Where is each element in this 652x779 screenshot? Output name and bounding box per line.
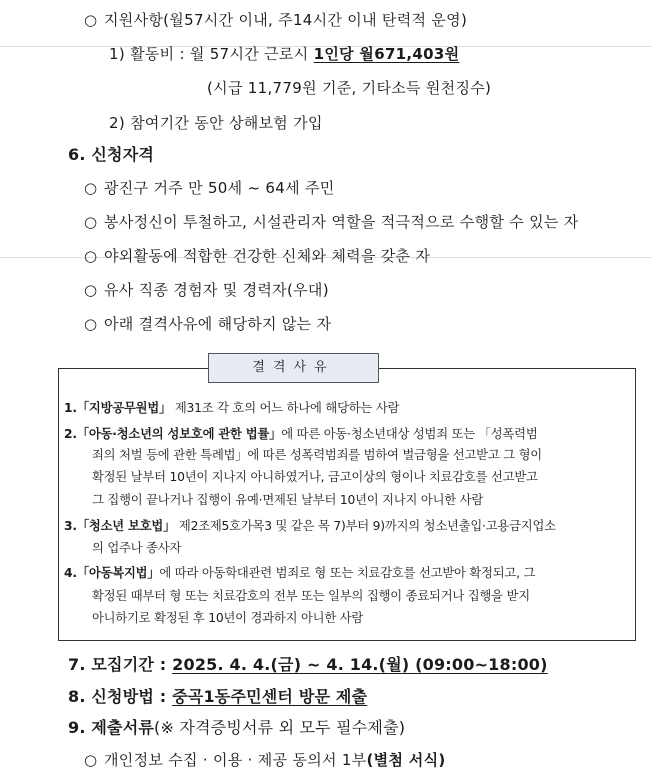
activity-fee-amount: 1인당 월671,403원 — [313, 45, 460, 63]
eligibility-item — [84, 283, 329, 298]
document-item — [84, 753, 446, 768]
law-name: 3.「청소년 보호법」 — [64, 519, 176, 533]
eligibility-item-text: 야외활동에 적합한 건강한 신체와 체력을 갖춘 자 — [104, 247, 431, 265]
disqualification-text: 제31조 각 호의 어느 하나에 해당하는 사람 — [171, 401, 400, 415]
disqualification-text: 확정된 때부터 형 또는 치료감호의 전부 또는 일부의 집행이 종료되거나 집행을 받지 — [92, 589, 530, 603]
activity-fee-note: (시급 11,779원 기준, 기타소득 원천징수) — [207, 79, 492, 97]
document-item-text: 개인정보 수집 · 이용 · 제공 동의서 1부 — [104, 751, 367, 769]
required-documents-note: (※ 자격증빙서류 외 모두 필수제출) — [154, 718, 406, 737]
eligibility-item — [84, 215, 579, 230]
eligibility-item-text: 아래 결격사유에 해당하지 않는 자 — [104, 315, 332, 333]
disqualification-text: 죄의 처벌 등에 관한 특례법」에 따른 성폭력범죄를 범하여 벌금형을 선고받고 그 형이 — [92, 448, 542, 462]
eligibility-item — [84, 317, 331, 332]
circle-bullet-icon: ○ — [84, 179, 98, 197]
required-documents — [68, 720, 405, 736]
disqualification-text: 확정된 날부터 10년이 지나지 아니하였거나, 금고이상의 형이나 치료감호를 선고받고 — [92, 470, 538, 484]
required-documents-label: 9. 제출서류 — [68, 718, 155, 737]
recruitment-period — [68, 657, 548, 673]
disqualification-text: 아니하기로 확정된 후 10년이 경과하지 아니한 사람 — [92, 611, 364, 625]
eligibility-item — [84, 249, 430, 264]
support-item-text: 지원사항(월57시간 이내, 주14시간 이내 탄력적 운영) — [104, 11, 468, 29]
application-method-value: 중곡1동주민센터 방문 제출 — [172, 687, 368, 706]
circle-bullet-icon: ○ — [84, 247, 98, 265]
disqualification-title: 결격사유 — [208, 353, 379, 383]
eligibility-item — [84, 181, 335, 196]
eligibility-heading: 6. 신청자격 — [68, 145, 155, 164]
disqualification-text: 제2조제5호가목3 및 같은 목 7)부터 9)까지의 청소년출입·고용금지업소 — [175, 519, 556, 533]
disqualification-text: 그 집행이 끝나거나 집행이 유예·면제된 날부터 10년이 지나지 아니한 사람 — [92, 493, 484, 507]
recruitment-period-value: 2025. 4. 4.(금) ~ 4. 14.(월) (09:00~18:00) — [172, 655, 548, 674]
disqualification-text: 에 따른 아동·청소년대상 성범죄 또는 「성폭력범 — [281, 427, 538, 441]
disqualification-item-1 — [64, 402, 399, 414]
activity-fee-label: 1) 활동비 : 월 57시간 근로시 — [109, 45, 309, 63]
circle-bullet-icon: ○ — [84, 11, 98, 29]
insurance-line: 2) 참여기간 동안 상해보험 가입 — [109, 114, 323, 132]
disqualification-item-3 — [64, 520, 556, 532]
law-name: 2.「아동·청소년의 성보호에 관한 법률」 — [64, 427, 282, 441]
disqualification-text: 에 따라 아동학대관련 범죄로 형 또는 치료감호를 선고받아 확정되고, 그 — [159, 566, 536, 580]
application-method — [68, 689, 367, 705]
law-name: 1.「지방공무원법」 — [64, 401, 172, 415]
disqualification-item-2 — [64, 428, 538, 440]
circle-bullet-icon: ○ — [84, 315, 98, 333]
activity-fee-line — [109, 47, 459, 62]
attachment-form-note: (별첨 서식) — [366, 751, 446, 769]
support-item — [84, 13, 467, 28]
disqualification-item-4 — [64, 567, 535, 579]
law-name: 4.「아동복지법」 — [64, 566, 160, 580]
eligibility-item-text: 유사 직종 경험자 및 경력자(우대) — [104, 281, 329, 299]
circle-bullet-icon: ○ — [84, 213, 98, 231]
eligibility-item-text: 봉사정신이 투철하고, 시설관리자 역할을 적극적으로 수행할 수 있는 자 — [104, 213, 579, 231]
eligibility-item-text: 광진구 거주 만 50세 ~ 64세 주민 — [104, 179, 335, 197]
circle-bullet-icon: ○ — [84, 751, 98, 769]
disqualification-text: 의 업주나 종사자 — [92, 541, 182, 555]
recruitment-period-label: 7. 모집기간 : — [68, 655, 167, 674]
application-method-label: 8. 신청방법 : — [68, 687, 167, 706]
circle-bullet-icon: ○ — [84, 281, 98, 299]
